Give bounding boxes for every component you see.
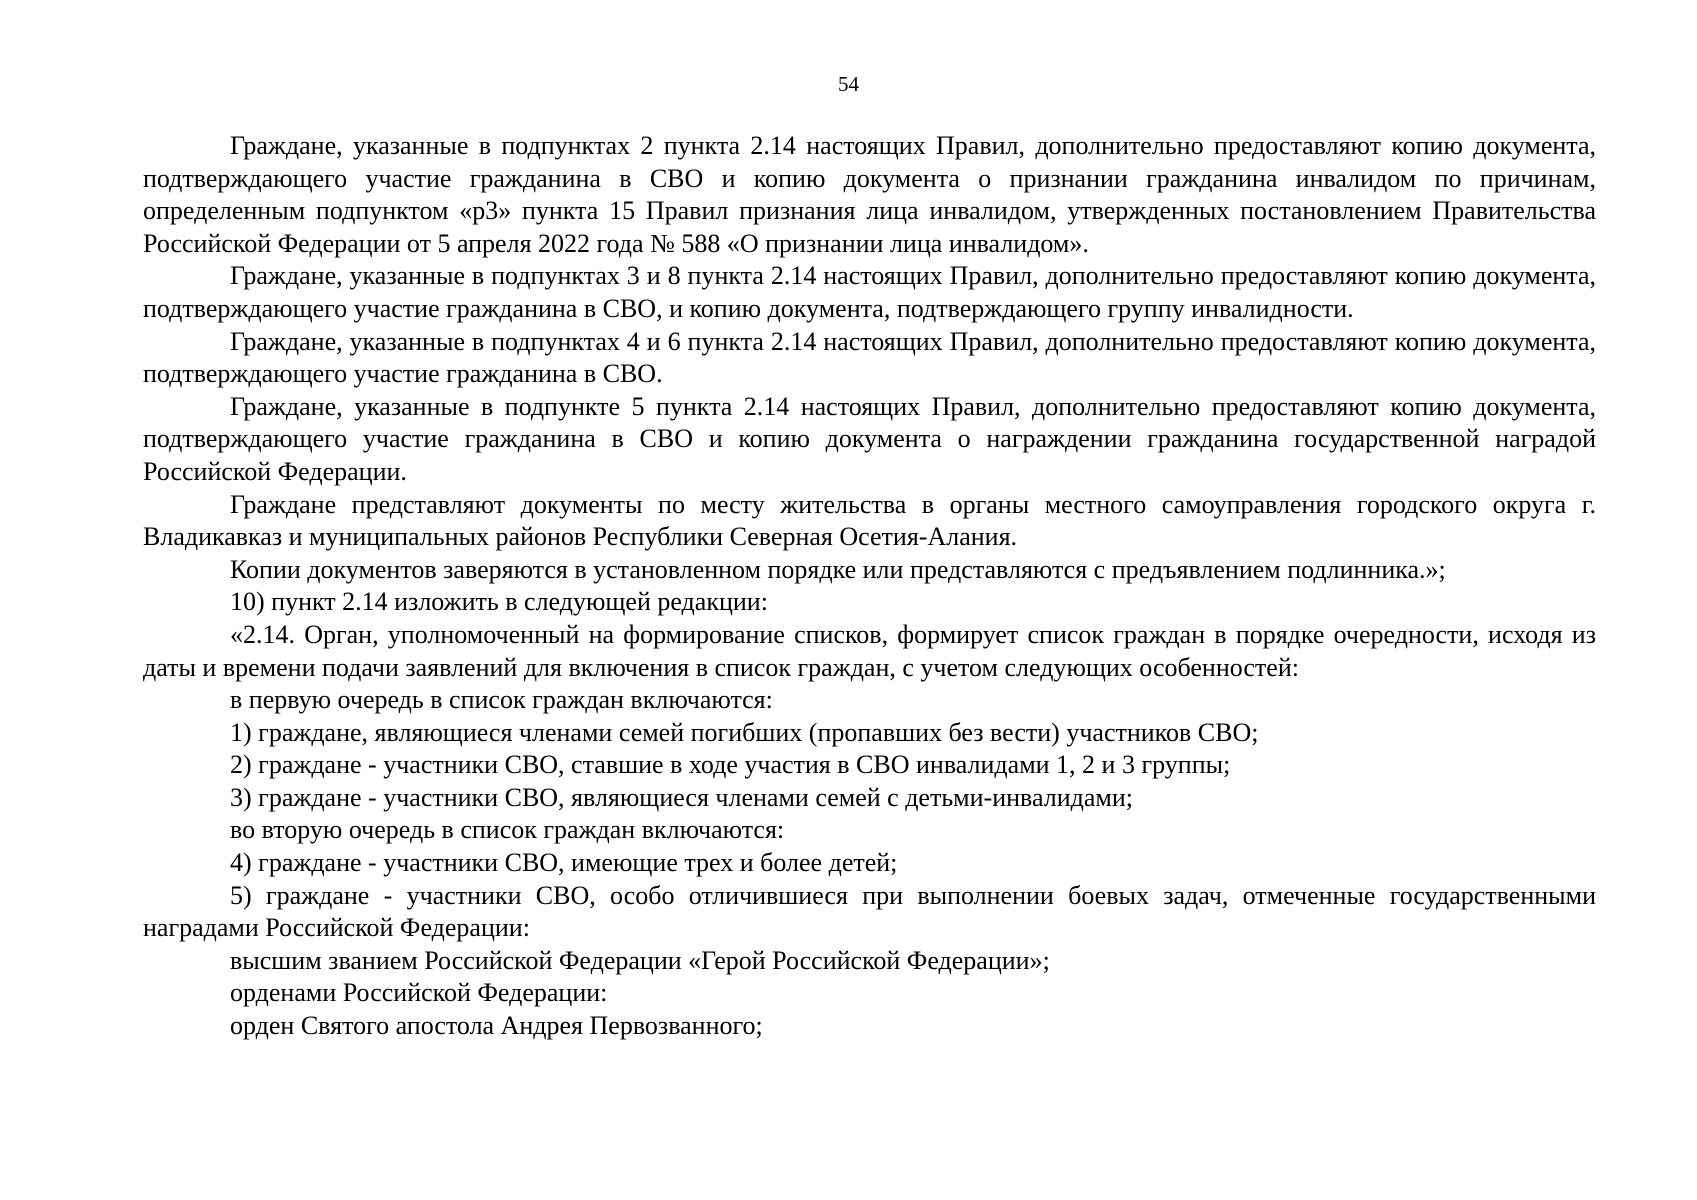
paragraph: 10) пункт 2.14 изложить в следующей редакции: (230, 587, 768, 617)
paragraph: Граждане, указанные в подпунктах 3 и 8 пункта 2.14 настоящих Правил, дополнительно предоставляют копию документа, подтверждающего участие гражданина в СВО, и копию документа, подтверждающего группу инвалидности. (143, 261, 1596, 323)
paragraph: Граждане, указанные в подпункте 5 пункта 2.14 настоящих Правил, дополнительно предоставляют копию документа, подтверждающего участие гражданина в СВО и копию документа о награждении гражданина государственной наградой Российской Федерации. (143, 391, 1596, 486)
list-subitem: орденами Российской Федерации: (230, 978, 608, 1008)
paragraph: Граждане представляют документы по месту жительства в органы местного самоуправления городского округа г. Владикавказ и муниципальных районов Республики Северная Осетия-Алания. (143, 489, 1596, 552)
list-intro: в первую очередь в список граждан включаются: (230, 685, 773, 715)
list-item: 5) граждане - участники СВО, особо отличившиеся при выполнении боевых задач, отмеченные государственными наградами Российской Федерации: (143, 880, 1596, 943)
list-item: 1) граждане, являющиеся членами семей погибших (пропавших без вести) участников СВО; (230, 717, 1259, 747)
list-intro: во вторую очередь в список граждан включаются: (230, 815, 785, 845)
list-item: 3) граждане - участники СВО, являющиеся членами семей с детьми-инвалидами; (230, 782, 1133, 812)
list-item: 2) граждане - участники СВО, ставшие в ходе участия в СВО инвалидами 1, 2 и 3 группы; (230, 750, 1231, 780)
paragraph: «2.14. Орган, уполномоченный на формирование списков, формирует список граждан в порядке очередности, исходя из даты и времени подачи заявлений для включения в список граждан, с учетом следующих особенностей: (143, 619, 1596, 682)
paragraph: Копии документов заверяются в установленном порядке или представляются с предъявлением подлинника.»; (230, 554, 1446, 584)
list-subitem: орден Святого апостола Андрея Первозванного; (230, 1011, 763, 1041)
list-subitem: высшим званием Российской Федерации «Герой Российской Федерации»; (230, 945, 1050, 975)
list-item: 4) граждане - участники СВО, имеющие трех и более детей; (230, 848, 898, 878)
document-body (143, 130, 1596, 1043)
paragraph: Граждане, указанные в подпунктах 4 и 6 пункта 2.14 настоящих Правил, дополнительно предоставляют копию документа, подтверждающего участие гражданина в СВО. (143, 326, 1596, 389)
page-number: 54 (838, 72, 859, 96)
paragraph: Граждане, указанные в подпунктах 2 пункта 2.14 настоящих Правил, дополнительно предоставляют копию документа, подтверждающего участие гражданина в СВО и копию документа о признании гражданина инвалидом по причинам, определенным подпунктом «р3» пункта 15 Правил признания лица инвалидом, утвержденных постановлением Правительства Российской Федерации от 5 апреля 2022 года № 588 «О признании лица инвалидом». (143, 131, 1596, 258)
